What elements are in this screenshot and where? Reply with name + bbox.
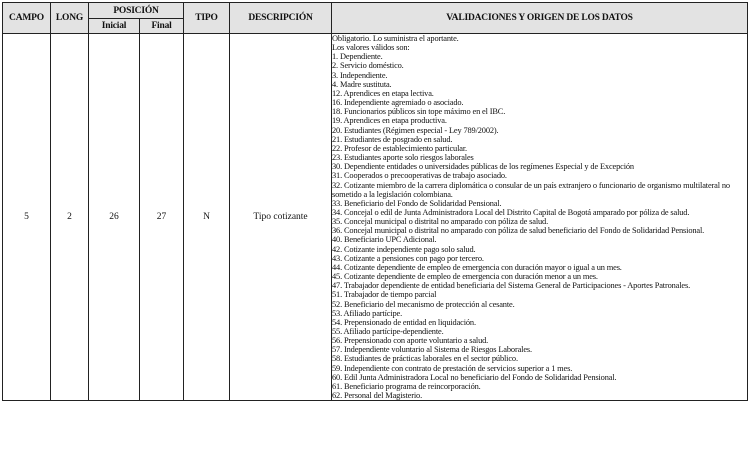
cell-final: 27 — [140, 34, 184, 401]
header-posicion: POSICIÓN — [89, 3, 184, 19]
validation-line: 21. Estudiantes de posgrado en salud. — [332, 134, 453, 144]
validation-line: 43. Cotizante a pensiones con pago por tercero. — [332, 253, 484, 263]
validation-line: 32. Cotizante miembro de la carrera diplomática o consular de un país extranjero o funcionario de organismo multilateral no sometido a la legislación colombiana. — [332, 180, 730, 199]
validation-line: 3. Independiente. — [332, 70, 388, 80]
validation-line: 22. Profesor de establecimiento particular. — [332, 143, 467, 153]
header-validaciones: VALIDACIONES Y ORIGEN DE LOS DATOS — [332, 3, 748, 34]
validation-line: 4. Madre sustituta. — [332, 79, 392, 89]
cell-inicial: 26 — [89, 34, 140, 401]
validation-line: Obligatorio. Lo suministra el aportante. — [332, 34, 459, 43]
validation-line: 57. Independiente voluntario al Sistema de Riesgos Laborales. — [332, 345, 532, 355]
validation-line: 52. Beneficiario del mecanismo de protección al cesante. — [332, 299, 515, 309]
header-long: LONG — [51, 3, 89, 34]
validation-line: 20. Estudiantes (Régimen especial - Ley 789/2002). — [332, 125, 499, 135]
validation-line: 40. Beneficiario UPC Adicional. — [332, 235, 437, 245]
validation-line: 59. Independiente con contrato de prestación de servicios superior a 1 mes. — [332, 363, 573, 373]
validation-line: 54. Prepensionado de entidad en liquidación. — [332, 317, 476, 327]
validation-line: 45. Cotizante dependiente de empleo de emergencia con duración menor a un mes. — [332, 272, 598, 282]
header-final: Final — [140, 19, 184, 34]
validation-line: 60. Edil Junta Administradora Local no beneficiario del Fondo de Solidaridad Pensional. — [332, 372, 617, 382]
validation-line: 58. Estudiantes de prácticas laborales en el sector público. — [332, 354, 518, 364]
cell-long: 2 — [51, 34, 89, 401]
header-inicial: Inicial — [89, 19, 140, 34]
validation-line: 61. Beneficiario programa de reincorporación. — [332, 381, 481, 391]
validation-line: 56. Prepensionado con aporte voluntario a salud. — [332, 336, 489, 346]
validation-line: 51. Trabajador de tiempo parcial — [332, 290, 437, 300]
validation-line: 55. Afiliado partícipe-dependiente. — [332, 327, 444, 336]
cell-campo: 5 — [3, 34, 51, 401]
validation-line: 19. Aprendices en etapa productiva. — [332, 116, 447, 126]
validation-line: 35. Concejal municipal o distrital no amparado con póliza de salud. — [332, 217, 549, 227]
validation-line: 23. Estudiantes aporte solo riesgos laborales — [332, 153, 474, 163]
header-descripcion: DESCRIPCIÓN — [230, 3, 332, 34]
cell-descripcion: Tipo cotizante — [230, 34, 332, 401]
validation-line: 12. Aprendices en etapa lectiva. — [332, 88, 434, 98]
cell-tipo: N — [184, 34, 230, 401]
validation-line: 62. Personal del Magisterio. — [332, 391, 423, 401]
header-tipo: TIPO — [184, 3, 230, 34]
validation-line: 42. Cotizante independiente pago solo salud. — [332, 244, 476, 254]
validation-line: Los valores válidos son: — [332, 43, 410, 53]
validation-line: 31. Cooperados o precooperativas de trabajo asociado. — [332, 171, 507, 181]
validation-line: 47. Trabajador dependiente de entidad beneficiaria del Sistema General de Participaciones - Aportes Patronales. — [332, 281, 691, 291]
cell-validaciones — [332, 34, 748, 401]
validation-line: 1. Dependiente. — [332, 52, 383, 62]
validation-line: 30. Dependiente entidades o universidades públicas de los regímenes Especial y de Excepción — [332, 162, 634, 172]
validation-line: 2. Servicio doméstico. — [332, 61, 404, 71]
header-campo: CAMPO — [3, 3, 51, 34]
validation-line: 16. Independiente agremiado o asociado. — [332, 98, 464, 108]
validation-line: 33. Beneficiario del Fondo de Solidaridad Pensional. — [332, 198, 502, 208]
validation-line: 53. Afiliado partícipe. — [332, 308, 403, 318]
field-spec-table — [2, 2, 748, 401]
validation-line: 36. Concejal municipal o distrital no amparado con póliza de salud beneficiario del Fondo de Solidaridad Pensional. — [332, 226, 705, 236]
validation-line: 34. Concejal o edil de Junta Administradora Local del Distrito Capital de Bogotá amparado por póliza de salud. — [332, 207, 690, 217]
validation-line: 18. Funcionarios públicos sin tope máximo en el IBC. — [332, 107, 506, 117]
validation-line: 44. Cotizante dependiente de empleo de emergencia con duración mayor o igual a un mes. — [332, 262, 622, 272]
table-row — [3, 34, 748, 401]
